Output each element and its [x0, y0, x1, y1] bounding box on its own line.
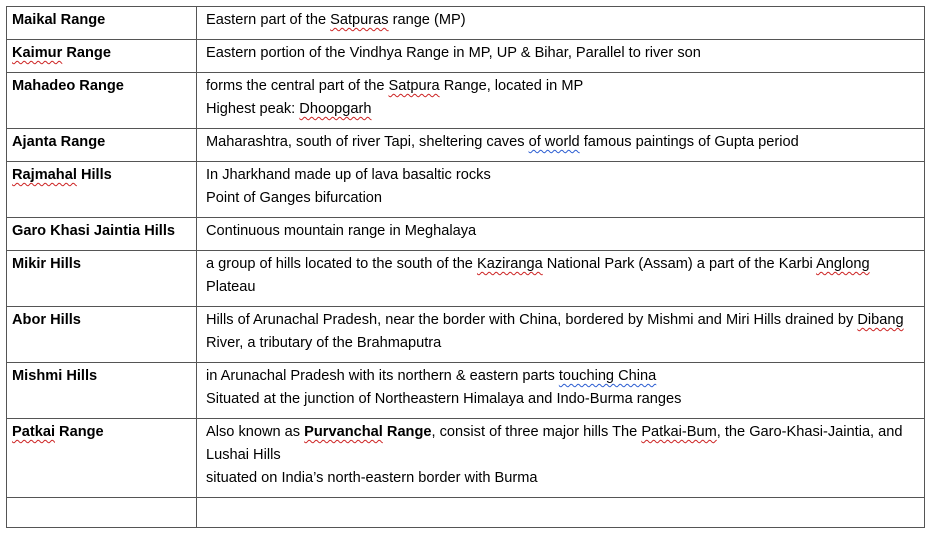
- table-row: [7, 40, 925, 73]
- description-line: a group of hills located to the south of the Kaziranga National Park (Assam) a part of the Karbi Anglong Plateau: [206, 256, 870, 295]
- table-row: [7, 218, 925, 251]
- description-line: Eastern portion of the Vindhya Range in MP, UP & Bihar, Parallel to river son: [206, 45, 701, 61]
- spellcheck-word: Satpura: [388, 78, 440, 94]
- table-row: [7, 363, 925, 419]
- description-line: Point of Ganges bifurcation: [206, 190, 383, 206]
- range-name-cell[interactable]: [7, 498, 197, 528]
- range-name-cell[interactable]: Maikal Range: [7, 7, 197, 40]
- table-row: [7, 251, 925, 307]
- description-line: in Arunachal Pradesh with its northern & eastern parts touching China: [206, 368, 657, 384]
- description-line: Maharashtra, south of river Tapi, sheltering caves of world famous paintings of Gupta period: [206, 134, 799, 150]
- range-description-cell[interactable]: [197, 251, 925, 307]
- range-description-cell[interactable]: [197, 7, 925, 40]
- range-description-cell[interactable]: [197, 129, 925, 162]
- range-description-cell[interactable]: [197, 307, 925, 363]
- spellcheck-word: Dhoopgarh: [299, 101, 372, 117]
- spellcheck-word: Rajmahal: [12, 167, 77, 183]
- description-line: Highest peak: Dhoopgarh: [206, 101, 372, 117]
- range-name-cell[interactable]: Garo Khasi Jaintia Hills: [7, 218, 197, 251]
- description-line: Continuous mountain range in Meghalaya: [206, 223, 477, 239]
- range-name-cell[interactable]: Mishmi Hills: [7, 363, 197, 419]
- spellcheck-word: Anglong: [816, 256, 870, 272]
- range-description-cell[interactable]: [197, 363, 925, 419]
- range-name-cell[interactable]: Mikir Hills: [7, 251, 197, 307]
- range-name-cell[interactable]: Mahadeo Range: [7, 73, 197, 129]
- spellcheck-word: Patkai: [12, 424, 55, 440]
- description-line: situated on India’s north-eastern border with Burma: [206, 470, 538, 486]
- range-description-cell[interactable]: [197, 218, 925, 251]
- spellcheck-word: Dibang: [857, 312, 904, 328]
- table-row: [7, 162, 925, 218]
- description-line: Eastern part of the Satpuras range (MP): [206, 12, 466, 28]
- range-name-cell[interactable]: Abor Hills: [7, 307, 197, 363]
- mountain-ranges-table: [6, 6, 925, 528]
- table-row: [7, 498, 925, 528]
- description-line: Hills of Arunachal Pradesh, near the border with China, bordered by Mishmi and Miri Hills drained by Dibang River, a tributary of the Brahmaputra: [206, 312, 904, 351]
- table-row: [7, 419, 925, 498]
- grammar-check-phrase: of world: [528, 134, 580, 150]
- range-description-cell[interactable]: [197, 73, 925, 129]
- table-row: [7, 73, 925, 129]
- range-name-cell[interactable]: Patkai Range: [7, 419, 197, 498]
- description-line: forms the central part of the Satpura Range, located in MP: [206, 78, 584, 94]
- table-row: [7, 7, 925, 40]
- spellcheck-word: Satpuras: [330, 12, 389, 28]
- table-row: [7, 129, 925, 162]
- spellcheck-word: Kaziranga: [476, 256, 543, 272]
- range-description-cell[interactable]: [197, 162, 925, 218]
- range-name-cell[interactable]: Rajmahal Hills: [7, 162, 197, 218]
- spellcheck-word: Kaimur: [12, 45, 63, 61]
- table-body: [7, 7, 925, 528]
- description-line: In Jharkhand made up of lava basaltic rocks: [206, 167, 491, 183]
- table-row: [7, 307, 925, 363]
- range-name-cell[interactable]: Ajanta Range: [7, 129, 197, 162]
- range-description-cell[interactable]: [197, 419, 925, 498]
- spellcheck-word: Purvanchal: [304, 424, 383, 440]
- range-name-cell[interactable]: Kaimur Range: [7, 40, 197, 73]
- range-description-cell[interactable]: [197, 40, 925, 73]
- range-description-cell[interactable]: [197, 498, 925, 528]
- text-run: Range: [382, 424, 432, 440]
- description-line: Also known as Purvanchal Range, consist of three major hills The Patkai-Bum, the Garo-Khasi-Jaintia, and Lushai Hills: [206, 424, 903, 463]
- description-line: Situated at the junction of Northeastern Himalaya and Indo-Burma ranges: [206, 391, 682, 407]
- grammar-check-phrase: touching China: [558, 368, 657, 384]
- spellcheck-word: Patkai-Bum: [641, 424, 717, 440]
